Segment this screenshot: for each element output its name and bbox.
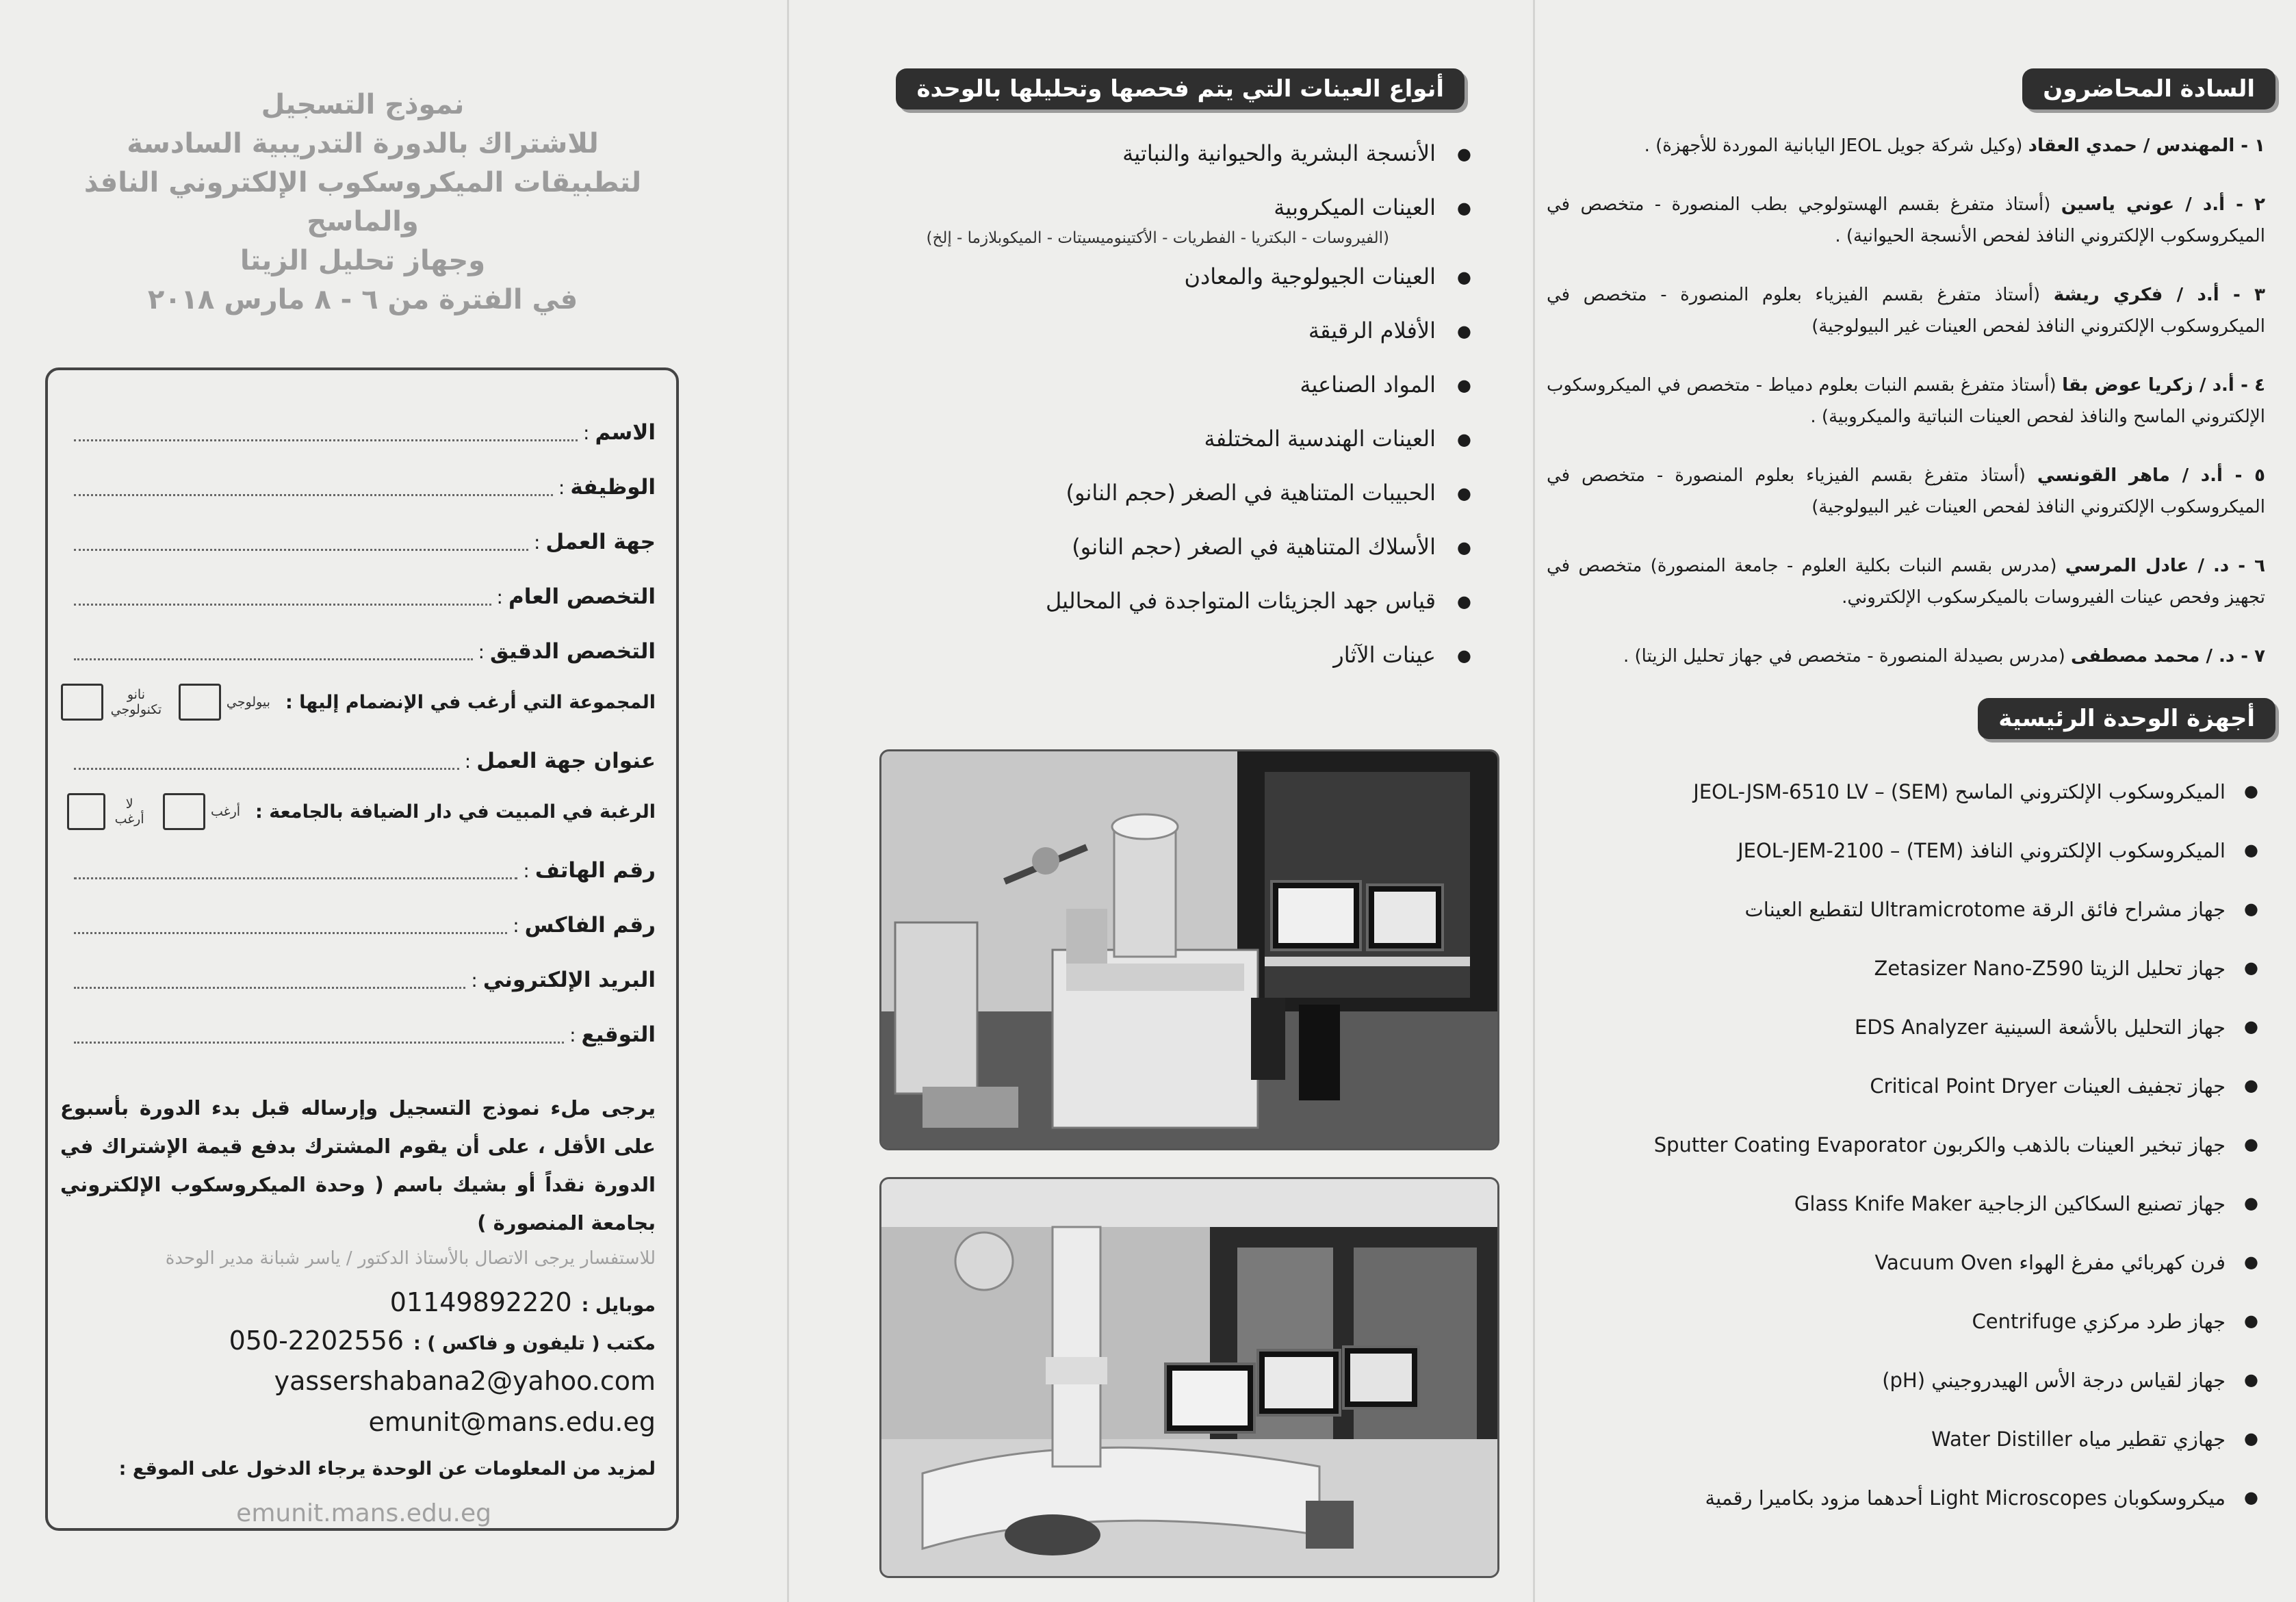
work-address-field[interactable]	[67, 744, 656, 778]
general-specialty-field[interactable]	[67, 580, 656, 614]
bullet-icon: ●	[2244, 1017, 2258, 1036]
housing-option-no[interactable]	[67, 793, 148, 830]
lecturer-name: ٢ - أ.د / عوني ياسين	[2061, 194, 2265, 215]
left-panel	[0, 0, 787, 1602]
bullet-icon: ●	[1457, 538, 1471, 557]
equipment-item	[1553, 780, 2258, 839]
mobile-label: موبايل :	[581, 1295, 656, 1316]
lecturer-desc: (وكيل شركة جويل JEOL اليابانية الموردة للأجهزة) .	[1644, 135, 2023, 156]
registration-title-line: للاشتراك بالدورة التدريبية السادسة	[127, 128, 599, 159]
bullet-icon: ●	[2244, 840, 2258, 860]
equipment-item	[1553, 1251, 2258, 1310]
equipment-item	[1553, 1074, 2258, 1133]
fold-line	[787, 0, 789, 1602]
lecturer-item	[1547, 370, 2265, 432]
registration-title-line: لتطبيقات الميكروسكوب الإلكتروني النافذ والماسح	[83, 167, 642, 237]
lecturer-name: ٣ - أ.د / فكري ريشة	[2053, 285, 2265, 305]
lecturers-heading: السادة المحاضرون	[2022, 68, 2275, 109]
equipment-list	[1553, 780, 2258, 1545]
fax-field[interactable]	[67, 908, 656, 942]
lecturer-name: ٥ - أ.د / ماهر القونسي	[2037, 465, 2266, 486]
bullet-icon: ●	[2244, 1370, 2258, 1389]
lecturers-list	[1547, 130, 2265, 699]
lecturer-name: ١ - المهندس / حمدي العقاد	[2028, 135, 2265, 156]
equipment-label: ميكروسكوبان Light Microscopes أحدهما مزود بكاميرا رقمية	[1705, 1486, 2226, 1510]
equipment-item	[1553, 1016, 2258, 1074]
sample-item	[787, 480, 1471, 534]
samples-heading: أنواع العينات التي يتم فحصها وتحليلها بالوحدة	[896, 68, 1465, 109]
field-colon: :	[513, 914, 519, 937]
equipment-label: جهاز التحليل بالأشعة السينية EDS Analyzer	[1854, 1016, 2226, 1039]
lecturer-item	[1547, 460, 2265, 523]
name-field[interactable]	[67, 415, 656, 450]
middle-panel	[787, 0, 1533, 1602]
equipment-item	[1553, 1310, 2258, 1369]
field-label: التوقيع	[581, 1022, 656, 1047]
option-caption: نانو تكنولوجي	[110, 687, 162, 717]
fill-line[interactable]	[74, 479, 553, 496]
equipment-label: جهازي تقطير مياه Water Distiller	[1931, 1427, 2226, 1451]
equipment-label: جهاز مشراح فائق الرقة Ultramicrotome لتقطيع العينات	[1744, 898, 2226, 921]
sample-label: الأنسجة البشرية والحيوانية والنباتية	[1122, 140, 1436, 166]
equipment-label: جهاز طرد مركزي Centrifuge	[1972, 1310, 2226, 1333]
inquiry-text: للاستفسار يرجى الاتصال بالأستاذ الدكتور / ياسر شبانة مدير الوحدة	[165, 1248, 656, 1269]
fill-line[interactable]	[74, 972, 465, 989]
equipment-item	[1553, 1192, 2258, 1251]
field-label: رقم الفاكس	[524, 913, 656, 938]
office-label: مكتب ( تليفون و فاكس ) :	[413, 1333, 656, 1354]
sample-item	[787, 318, 1471, 372]
equipment-item	[1553, 1133, 2258, 1192]
lecturer-desc: (أستاذ متفرغ بقسم الفيزياء بعلوم المنصورة - متخصص في الميكروسكوب الإلكتروني النافذ لفحص العينات غير البيولوجية)	[1547, 285, 2265, 337]
lecturer-name: ٦ - د. / عادل المرسي	[2065, 556, 2266, 576]
field-label: رقم الهاتف	[534, 858, 656, 883]
field-colon: :	[583, 421, 590, 444]
bullet-icon: ●	[1457, 376, 1471, 395]
equipment-heading: أجهزة الوحدة الرئيسية	[1978, 698, 2275, 739]
equipment-label: جهاز لقياس درجة الأس الهيدروجيني (pH)	[1882, 1369, 2226, 1392]
registration-title-line: نموذج التسجيل	[261, 89, 465, 120]
bullet-icon: ●	[2244, 1488, 2258, 1507]
fill-line[interactable]	[74, 917, 507, 934]
bullet-icon: ●	[2244, 899, 2258, 918]
checkbox-square[interactable]	[163, 793, 205, 830]
sample-item	[787, 140, 1471, 194]
sample-item	[787, 534, 1471, 588]
bullet-icon: ●	[2244, 958, 2258, 977]
field-label: عنوان جهة العمل	[476, 749, 656, 773]
lecturer-item	[1547, 279, 2265, 342]
field-label: التخصص الدقيق	[490, 639, 656, 664]
tem-lab-photo	[879, 1177, 1499, 1578]
precise-specialty-field[interactable]	[67, 634, 656, 669]
registration-title-line: وجهاز تحليل الزيتا	[240, 245, 486, 276]
lecturer-desc: (أستاذ متفرغ بقسم الهستولوجي بطب المنصورة - متخصص في الميكروسكوب الإلكتروني النافذ لفحص الأنسجة الحيوانية) .	[1547, 194, 2265, 246]
option-caption: لا أرغب	[114, 797, 144, 827]
bullet-icon: ●	[1457, 198, 1471, 218]
fill-line[interactable]	[74, 753, 459, 770]
field-label: الوظيفة	[570, 475, 656, 500]
lecturer-name: ٧ - د. / محمد مصطفى	[2071, 646, 2265, 667]
bullet-icon: ●	[2244, 1135, 2258, 1154]
field-colon: :	[523, 859, 530, 882]
equipment-label: الميكروسكوب الإلكتروني الماسح (SEM) – JEOL-JSM-6510 LV	[1693, 780, 2226, 803]
housing-option-yes[interactable]	[163, 793, 240, 830]
field-colon: :	[496, 585, 503, 608]
bullet-icon: ●	[1457, 484, 1471, 503]
sample-label: الأفلام الرقيقة	[1308, 318, 1436, 344]
checkbox-square[interactable]	[179, 684, 221, 721]
email-field[interactable]	[67, 963, 656, 997]
equipment-label: جهاز تبخير العينات بالذهب والكربون Sputter Coating Evaporator	[1653, 1133, 2226, 1157]
sample-label: العينات الهندسية المختلفة	[1204, 426, 1436, 452]
more-info-text: لمزيد من المعلومات عن الوحدة يرجاء الدخول على الموقع :	[118, 1458, 656, 1480]
bullet-icon: ●	[2244, 781, 2258, 801]
equipment-label: جهاز تصنيع السكاكين الزجاجية Glass Knife Maker	[1794, 1192, 2226, 1215]
sample-item	[787, 426, 1471, 480]
sample-label: عينات الآثار	[1333, 642, 1436, 668]
lecturer-desc: (مدرس بصيدلة المنصورة - متخصص في جهاز تحليل الزيتا) .	[1623, 646, 2065, 667]
fold-line	[1533, 0, 1535, 1602]
equipment-item	[1553, 1427, 2258, 1486]
option-caption: أرغب	[211, 804, 241, 819]
sem-lab-photo	[879, 749, 1499, 1150]
fill-line[interactable]	[74, 534, 528, 551]
samples-list	[787, 140, 1471, 696]
phone-field[interactable]	[67, 853, 656, 888]
field-colon: :	[471, 968, 478, 992]
bullet-icon: ●	[1457, 144, 1471, 164]
bullet-icon: ●	[1457, 592, 1471, 611]
sample-label: العينات الجيولوجية والمعادن	[1184, 263, 1436, 289]
equipment-item	[1553, 957, 2258, 1016]
fill-line[interactable]	[74, 643, 473, 660]
registration-title	[41, 86, 684, 320]
field-label: البريد الإلكتروني	[482, 968, 656, 992]
field-label: الاسم	[595, 420, 656, 445]
email-link-primary[interactable]: yassershabana2@yahoo.com	[274, 1366, 656, 1396]
checkbox-square[interactable]	[61, 684, 103, 721]
field-colon: :	[464, 749, 472, 773]
registration-form	[45, 367, 679, 1531]
registration-title-line: في الفترة من ٦ - ٨ مارس ٢٠١٨	[147, 284, 578, 315]
housing-choice-field	[67, 794, 656, 829]
email-link-unit[interactable]: emunit@mans.edu.eg	[368, 1407, 656, 1437]
sample-item	[787, 642, 1471, 696]
equipment-label: فرن كهربائي مفرغ الهواء Vacuum Oven	[1874, 1251, 2226, 1274]
job-field[interactable]	[67, 470, 656, 504]
sample-label: الأسلاك المتناهية في الصغر (حجم النانو)	[1072, 534, 1436, 560]
bullet-icon: ●	[2244, 1429, 2258, 1448]
option-caption: بيولوجي	[226, 695, 270, 710]
lecturer-item	[1547, 550, 2265, 613]
equipment-item	[1553, 898, 2258, 957]
lecturer-name: ٤ - أ.د / زكريا عوض بقا	[2062, 375, 2266, 396]
bullet-icon: ●	[2244, 1311, 2258, 1330]
lecturer-desc: (أستاذ متفرغ بقسم النبات بعلوم دمياط - متخصص في الميكروسكوب الإلكتروني الماسح والنافذ لفحص العينات النباتية والميكروبية) .	[1547, 375, 2265, 427]
right-panel	[1533, 0, 2296, 1602]
field-label: جهة العمل	[545, 530, 656, 554]
sample-item	[787, 588, 1471, 642]
group-option-nano[interactable]	[61, 684, 164, 721]
equipment-item	[1553, 1486, 2258, 1545]
group-choice-field	[67, 685, 656, 719]
lecturer-desc: (مدرس بقسم النبات بكلية العلوم - جامعة المنصورة) متخصص في تجهيز وفحص عينات الفيروسات بالميكرسكوب الإلكتروني.	[1547, 556, 2265, 608]
equipment-label: جهاز تحليل الزيتا Zetasizer Nano-Z590	[1874, 957, 2226, 980]
mobile-row	[390, 1287, 656, 1317]
field-colon: :	[558, 476, 565, 499]
sample-subnote: (الفيروسات - البكتريا - الفطريات - الأكتينوميسيتات - الميكوبلازما - إلخ)	[926, 229, 1389, 247]
sample-label: المواد الصناعية	[1300, 372, 1436, 398]
bullet-icon: ●	[1457, 646, 1471, 665]
field-label: الرغبة في المبيت في دار الضيافة بالجامعة :	[255, 801, 656, 823]
bullet-icon: ●	[2244, 1076, 2258, 1095]
field-label: التخصص العام	[508, 584, 656, 609]
equipment-item	[1553, 839, 2258, 898]
lecturer-item	[1547, 189, 2265, 252]
field-label: المجموعة التي أرغب في الإنضمام إليها :	[285, 691, 656, 713]
equipment-item	[1553, 1369, 2258, 1427]
field-colon: :	[533, 530, 541, 554]
bullet-icon: ●	[2244, 1252, 2258, 1271]
field-colon: :	[478, 640, 485, 663]
sample-label: العينات الميكروبية	[1274, 194, 1436, 220]
group-option-bio[interactable]	[179, 684, 270, 721]
sample-label: الحبيبات المتناهية في الصغر (حجم النانو)	[1066, 480, 1436, 506]
fill-line[interactable]	[74, 862, 517, 879]
bullet-icon: ●	[1457, 268, 1471, 287]
office-row	[229, 1326, 656, 1356]
bullet-icon: ●	[1457, 430, 1471, 449]
registration-note: يرجى ملء نموذج التسجيل وإرساله قبل بدء الدورة بأسبوع على الأقل ، على أن يقوم المشترك بدفع قيمة الإشتراك في الدورة نقداً أو بشيك باسم ( وحدة الميكروسكوب الإلكتروني بجامعة المنصورة )	[60, 1096, 656, 1235]
employer-field[interactable]	[67, 525, 656, 559]
fill-line[interactable]	[74, 424, 578, 441]
website-link[interactable]: emunit.mans.edu.eg	[236, 1499, 491, 1527]
field-colon: :	[569, 1023, 576, 1046]
fill-line[interactable]	[74, 1026, 564, 1044]
office-number[interactable]: 050-2202556	[229, 1326, 404, 1356]
equipment-label: جهاز تجفيف العينات Critical Point Dryer	[1870, 1074, 2226, 1098]
mobile-number[interactable]: 01149892220	[389, 1287, 572, 1317]
fill-line[interactable]	[74, 589, 491, 606]
signature-field[interactable]	[67, 1018, 656, 1052]
bullet-icon: ●	[2244, 1193, 2258, 1213]
checkbox-square[interactable]	[67, 793, 105, 830]
sample-item	[787, 263, 1471, 318]
lecturer-item	[1547, 130, 2265, 162]
lecturer-item	[1547, 641, 2265, 672]
bullet-icon: ●	[1457, 322, 1471, 341]
equipment-label: الميكروسكوب الإلكتروني النافذ (TEM) – JEOL-JEM-2100	[1738, 839, 2226, 862]
sample-item	[787, 372, 1471, 426]
lecturer-desc: (أستاذ متفرغ بقسم الفيزياء بعلوم المنصورة - متخصص في الميكروسكوب الإلكتروني النافذ لفحص العينات غير البيولوجية)	[1547, 465, 2265, 517]
sample-label: قياس جهد الجزيئات المتواجدة في المحاليل	[1045, 588, 1436, 614]
